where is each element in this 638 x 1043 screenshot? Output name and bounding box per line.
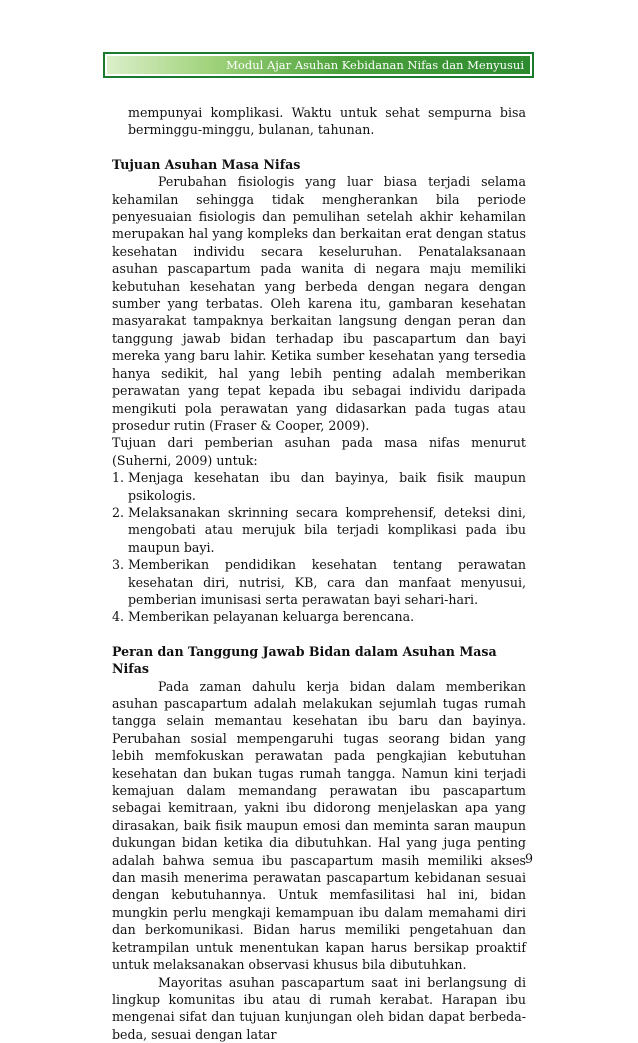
paragraph-peran-2: Mayoritas asuhan pascapartum saat ini berlangsung di lingkup komunitas ibu atau di rumah kerabat. Harapan ibu mengenai sifat dan tujuan kunjungan oleh bidan dapat berbeda-beda, sesuai dengan latar [112,974,526,1043]
tujuan-list [112,469,526,626]
list-item [112,608,526,625]
page-body [112,104,526,1043]
list-item-number: 4. [112,608,128,625]
list-item-text: Memberikan pelayanan keluarga berencana. [128,608,526,625]
running-header-title: Modul Ajar Asuhan Kebidanan Nifas dan Menyusui [226,58,524,72]
list-item-text: Menjaga kesehatan ibu dan bayinya, baik fisik maupun psikologis. [128,469,526,504]
list-item [112,556,526,608]
list-item-text: Memberikan pendidikan kesehatan tentang perawatan kesehatan diri, nutrisi, KB, cara dan manfaat menyusui, pemberian imunisasi serta perawatan bayi sehari-hari. [128,556,526,608]
paragraph-tujuan-1: Perubahan fisiologis yang luar biasa terjadi selama kehamilan sehingga tidak mengherankan bila periode penyesuaian fisiologis dan pemulihan setelah akhir kehamilan merupakan hal yang kompleks dan berkaitan erat dengan status kesehatan individu secara keseluruhan. Penatalaksanaan asuhan pascapartum pada wanita di negara maju memiliki kebutuhan kesehatan yang berbeda dengan negara dengan sumber yang terbatas. Oleh karena itu, gambaran kesehatan masyarakat tampaknya berkaitan langsung dengan peran dan tanggung jawab bidan terhadap ibu pascapartum dan bayi mereka yang baru lahir. Ketika sumber kesehatan yang tersedia hanya sedikit, hal yang lebih penting adalah memberikan perawatan yang tepat kepada ibu sebagai individu daripada mengikuti pola perawatan yang didasarkan pada tugas atau prosedur rutin (Fraser & Cooper, 2009). [112,173,526,434]
paragraph-tujuan-2: Tujuan dari pemberian asuhan pada masa nifas menurut (Suherni, 2009) untuk: [112,434,526,469]
section-heading-tujuan: Tujuan Asuhan Masa Nifas [112,156,526,173]
list-item-number: 1. [112,469,128,486]
list-item-text: Melaksanakan skrinning secara komprehensif, deteksi dini, mengobati atau merujuk bila terjadi komplikasi pada ibu maupun bayi. [128,504,526,556]
section-heading-peran: Peran dan Tanggung Jawab Bidan dalam Asuhan Masa Nifas [112,643,526,678]
page-number: 9 [525,851,533,866]
list-item-number: 2. [112,504,128,521]
paragraph-peran-1: Pada zaman dahulu kerja bidan dalam memberikan asuhan pascapartum adalah melakukan sejumlah tugas rumah tangga selain memantau kesehatan ibu baru dan bayinya. Perubahan sosial mempengaruhi tugas seorang bidan yang lebih memfokuskan perawatan pada pengkajian kebutuhan kesehatan dan bukan tugas rumah tangga. Namun kini terjadi kemajuan dalam memandang perawatan ibu pascapartum sebagai kemitraan, yakni ibu didorong menjelaskan apa yang dirasakan, baik fisik maupun emosi dan meminta saran maupun dukungan bidan ketika dia dibutuhkan. Hal yang juga penting adalah bahwa semua ibu pascapartum masih memiliki akses dan masih menerima perawatan pascapartum kebidanan sesuai dengan kebutuhannya. Untuk memfasilitasi hal ini, bidan mungkin perlu mengkaji kemampuan ibu dalam memahami diri dan berkomunikasi. Bidan harus memiliki pengetahuan dan ketrampilan untuk menentukan kapan harus bersikap proaktif untuk melaksanakan observasi khusus bila dibutuhkan. [112,678,526,974]
list-item [112,469,526,504]
list-item-number: 3. [112,556,128,573]
intro-continuation: mempunyai komplikasi. Waktu untuk sehat sempurna bisa berminggu-minggu, bulanan, tahunan. [112,104,526,139]
running-header-fill [107,56,530,74]
list-item [112,504,526,556]
running-header-band [103,52,534,78]
